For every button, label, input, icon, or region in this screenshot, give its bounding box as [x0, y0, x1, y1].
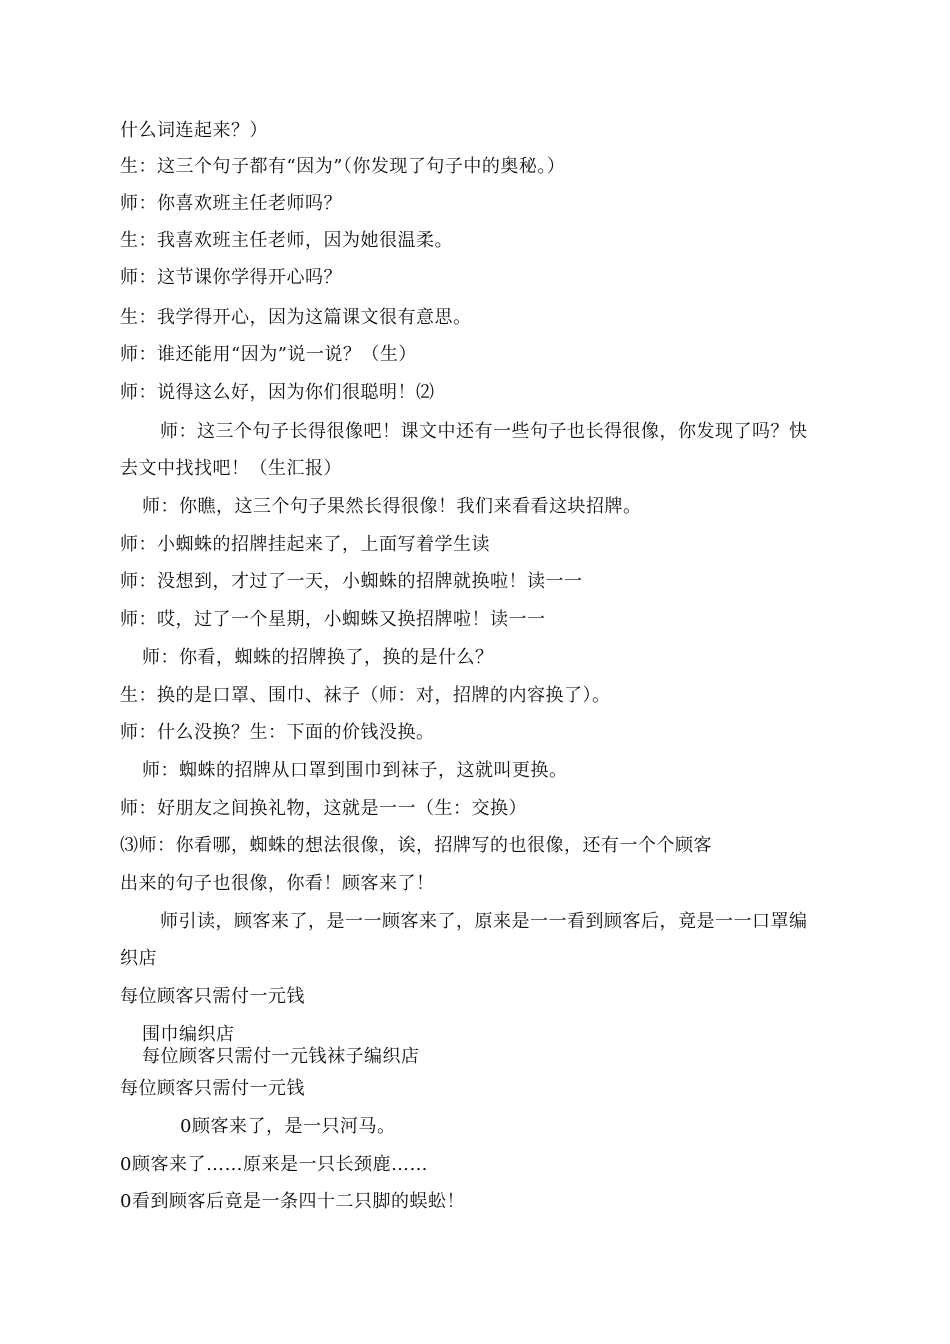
text-line: 什么词连起来？）	[120, 120, 268, 141]
signboard-text: 每位顾客只需付一元钱	[120, 986, 305, 1007]
text-line: 师：你瞧，这三个句子果然长得很像！我们来看看这块招牌。	[142, 496, 642, 517]
signboard-text: 每位顾客只需付一元钱	[120, 1078, 305, 1099]
text-line: 0看到顾客后竟是一条四十二只脚的蜈蚣！	[120, 1191, 465, 1212]
text-line: 师：说得这么好，因为你们很聪明！⑵	[120, 382, 435, 403]
text-line: 师：谁还能用“因为”说一说？（生）	[120, 344, 417, 365]
text-line: 织店	[120, 948, 157, 969]
text-line: 师：这节课你学得开心吗？	[120, 267, 342, 288]
text-line: 生：这三个句子都有“因为”（你发现了句子中的奥秘。）	[120, 156, 566, 177]
text-line: 师：你看，蜘蛛的招牌换了，换的是什么？	[142, 647, 494, 668]
signboard-text: 围巾编织店	[142, 1024, 235, 1045]
text-line: 师：这三个句子长得很像吧！课文中还有一些句子也长得很像，你发现了吗？快	[160, 421, 808, 442]
text-line: 师：什么没换？生：下面的价钱没换。	[120, 722, 435, 743]
text-line: 去文中找找吧！（生汇报）	[120, 458, 342, 479]
text-line: 0顾客来了，是一只河马。	[180, 1116, 396, 1137]
text-line: 师引读，顾客来了，是一一顾客来了，原来是一一看到顾客后，竟是一一口罩编	[160, 911, 808, 932]
text-line: ⑶师：你看哪，蜘蛛的想法很像，诶，招牌写的也很像，还有一个个顾客	[120, 835, 712, 856]
text-line: 师：哎，过了一个星期，小蜘蛛又换招牌啦！读一一	[120, 609, 546, 630]
text-line: 师：你喜欢班主任老师吗？	[120, 193, 342, 214]
text-line: 师：蜘蛛的招牌从口罩到围巾到袜子，这就叫更换。	[142, 760, 568, 781]
text-line: 生：我学得开心，因为这篇课文很有意思。	[120, 307, 472, 328]
text-line: 生：我喜欢班主任老师，因为她很温柔。	[120, 230, 453, 251]
text-line: 生：换的是口罩、围巾、袜子（师：对，招牌的内容换了）。	[120, 685, 611, 706]
text-line: 师：小蜘蛛的招牌挂起来了，上面写着学生读	[120, 534, 490, 555]
text-line: 出来的句子也很像，你看！顾客来了！	[120, 873, 435, 894]
text-line: 0顾客来了……原来是一只长颈鹿……	[120, 1154, 428, 1175]
text-line: 师：好朋友之间换礼物，这就是一一（生：交换）	[120, 798, 527, 819]
signboard-text: 每位顾客只需付一元钱袜子编织店	[142, 1046, 420, 1067]
text-line: 师：没想到，才过了一天，小蜘蛛的招牌就换啦！读一一	[120, 571, 583, 592]
